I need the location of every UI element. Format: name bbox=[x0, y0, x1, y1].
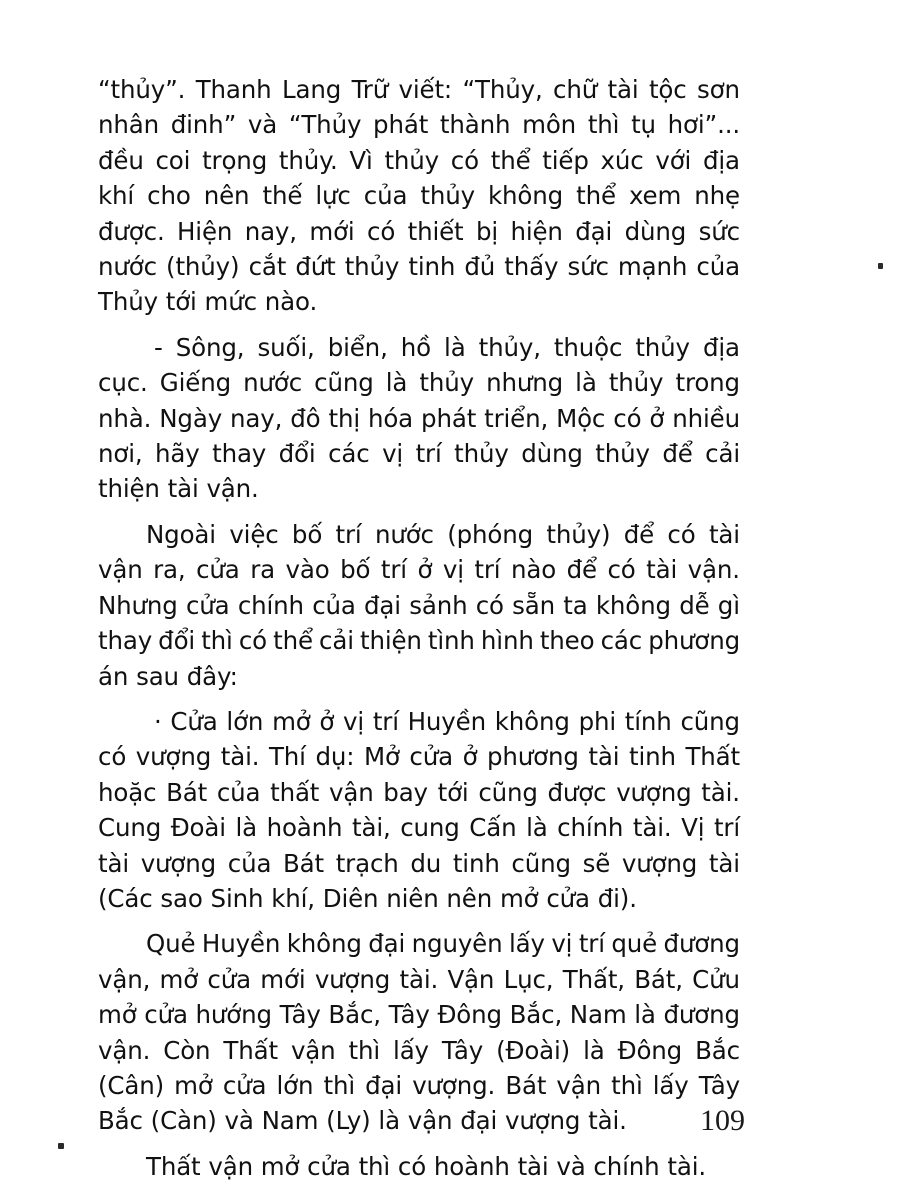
line-text: thay đổi thì có thể cải thiện tình hình theo các phương bbox=[98, 626, 740, 656]
line-text: vận. Còn Thất vận thì lấy Tây (Đoài) là Đông Bắc bbox=[98, 1035, 740, 1065]
text-line bbox=[98, 926, 740, 961]
line-text: Nhưng cửa chính của đại sảnh có sẵn ta không dễ gì bbox=[98, 590, 740, 620]
line-text: đều coi trọng thủy. Vì thủy có thể tiếp xúc với địa bbox=[98, 145, 740, 175]
paragraph-4 bbox=[98, 704, 740, 916]
text-line bbox=[98, 72, 740, 107]
first-line-indent bbox=[98, 517, 146, 552]
text-line bbox=[98, 401, 740, 436]
text-line bbox=[98, 997, 740, 1032]
text-line bbox=[98, 107, 740, 142]
line-text: vận, mở cửa mới vượng tài. Vận Lục, Thất, Bát, Cửu bbox=[98, 964, 740, 994]
text-line bbox=[98, 214, 740, 249]
text-line bbox=[98, 775, 740, 810]
bullet-indent bbox=[98, 704, 154, 739]
text-line bbox=[98, 330, 740, 365]
scan-speck-icon bbox=[878, 263, 883, 269]
line-text: tài vượng của Bát trạch du tinh cũng sẽ vượng tài bbox=[98, 848, 740, 878]
text-line bbox=[98, 810, 740, 845]
line-text: nước (thủy) cắt đứt thủy tinh đủ thấy sức mạnh của bbox=[98, 252, 740, 282]
page-number: 109 bbox=[700, 1104, 745, 1137]
text-line bbox=[98, 704, 740, 739]
paragraph-2 bbox=[98, 330, 740, 507]
text-line bbox=[98, 588, 740, 623]
line-text: hoặc Bát của thất vận bay tới cũng được vượng tài. bbox=[98, 777, 740, 807]
line-text: Cung Đoài là hoành tài, cung Cấn là chính tài. Vị trí bbox=[98, 813, 740, 843]
line-text: (Cân) mở cửa lớn thì đại vượng. Bát vận thì lấy Tây bbox=[98, 1070, 740, 1100]
text-line: Thủy tới mức nào. bbox=[98, 287, 318, 317]
line-text: được. Hiện nay, mới có thiết bị hiện đại dùng sức bbox=[98, 216, 740, 246]
text-line: Bắc (Càn) và Nam (Ly) là vận đại vượng tài. bbox=[98, 1106, 627, 1136]
first-line-indent bbox=[98, 926, 146, 961]
body-text-column bbox=[98, 72, 740, 1184]
text-line bbox=[98, 1149, 740, 1184]
text-line bbox=[98, 436, 740, 471]
text-line bbox=[98, 1068, 740, 1103]
text-line bbox=[98, 846, 740, 881]
text-line bbox=[98, 552, 740, 587]
line-text: “thủy”. Thanh Lang Trữ viết: “Thủy, chữ tài tộc sơn bbox=[98, 75, 740, 104]
bullet-indent bbox=[98, 330, 154, 365]
line-text: nơi, hãy thay đổi các vị trí thủy dùng thủy để cải bbox=[98, 439, 740, 469]
text-line bbox=[98, 178, 740, 213]
text-line bbox=[98, 365, 740, 400]
text-line bbox=[98, 1033, 740, 1068]
text-line bbox=[98, 623, 740, 658]
text-line: án sau đây: bbox=[98, 661, 238, 691]
text-line: thiện tài vận. bbox=[98, 474, 259, 504]
line-text: Thất vận mở cửa thì có hoành tài và chính tài. bbox=[146, 1151, 706, 1181]
scan-speck-icon bbox=[58, 1143, 64, 1149]
line-text: mở cửa hướng Tây Bắc, Tây Đông Bắc, Nam là đương bbox=[98, 1000, 740, 1030]
line-text: cục. Giếng nước cũng là thủy nhưng là thủy trong bbox=[98, 368, 740, 398]
line-text: vận ra, cửa ra vào bố trí ở vị trí nào để có tài vận. bbox=[98, 555, 740, 585]
line-text: khí cho nên thế lực của thủy không thể xem nhẹ bbox=[98, 181, 740, 211]
text-line bbox=[98, 249, 740, 284]
text-line: (Các sao Sinh khí, Diên niên nên mở cửa đi). bbox=[98, 883, 637, 913]
line-text: nhân đinh” và “Thủy phát thành môn thì tụ hơi”... bbox=[98, 110, 740, 140]
paragraph-1 bbox=[98, 72, 740, 320]
text-line bbox=[98, 517, 740, 552]
text-line bbox=[98, 962, 740, 997]
text-line bbox=[98, 143, 740, 178]
line-text: nhà. Ngày nay, đô thị hóa phát triển, Mộc có ở nhiều bbox=[98, 403, 740, 433]
line-text: Quẻ Huyền không đại nguyên lấy vị trí quẻ đương bbox=[146, 929, 740, 959]
line-text: Ngoài việc bố trí nước (phóng thủy) để có tài bbox=[146, 519, 740, 549]
paragraph-3 bbox=[98, 517, 740, 694]
line-text: - Sông, suối, biển, hồ là thủy, thuộc thủy địa bbox=[154, 332, 740, 362]
line-text: có vượng tài. Thí dụ: Mở cửa ở phương tài tinh Thất bbox=[98, 742, 740, 772]
paragraph-6 bbox=[98, 1149, 740, 1184]
text-line bbox=[98, 739, 740, 774]
line-text: · Cửa lớn mở ở vị trí Huyền không phi tính cũng bbox=[154, 706, 740, 736]
